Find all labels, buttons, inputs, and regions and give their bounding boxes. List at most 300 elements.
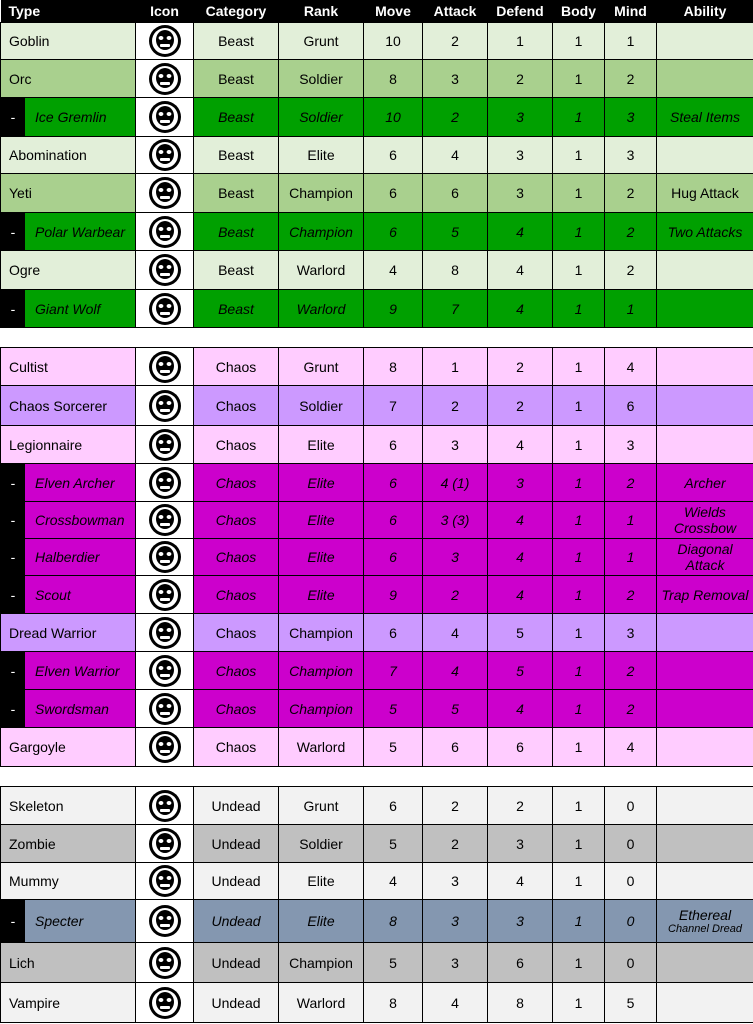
cell-defend: 2 <box>488 386 553 426</box>
cell-mind: 3 <box>605 614 657 652</box>
cell-ability <box>657 787 753 825</box>
crossbow-icon <box>136 502 193 538</box>
cell-defend: 3 <box>488 464 553 502</box>
cell-category: Beast <box>194 213 279 251</box>
cell-category: Chaos <box>194 426 279 464</box>
cell-attack: 3 <box>423 539 488 576</box>
type-label: Giant Wolf <box>35 300 101 317</box>
archer-icon <box>136 465 193 501</box>
specter-icon <box>136 903 193 939</box>
cell-mind: 3 <box>605 426 657 464</box>
cell-body: 1 <box>553 983 605 1023</box>
gargoyle-head-icon <box>136 729 193 765</box>
vampire-head-icon <box>136 985 193 1021</box>
cell-icon <box>136 983 194 1023</box>
type-label: Lich <box>9 954 35 971</box>
cell-attack: 4 <box>423 652 488 690</box>
cell-defend: 4 <box>488 690 553 728</box>
cell-attack: 3 <box>423 426 488 464</box>
cell-attack: 4 (1) <box>423 464 488 502</box>
cell-ability <box>657 174 753 213</box>
cell-defend: 4 <box>488 213 553 251</box>
table-row <box>1 502 753 539</box>
table-row <box>1 863 753 900</box>
cell-attack: 2 <box>423 787 488 825</box>
type-label: Dread Warrior <box>9 624 97 641</box>
sword-icon <box>136 691 193 727</box>
cell-attack: 2 <box>423 23 488 60</box>
orc-head-icon <box>136 61 193 97</box>
cell-rank: Champion <box>279 614 364 652</box>
ability-label: Diagonal Attack <box>677 541 733 573</box>
cell-type <box>1 652 136 690</box>
cell-type <box>1 690 136 728</box>
variant-marker: - <box>1 652 25 689</box>
cell-icon <box>136 426 194 464</box>
cell-ability <box>657 464 753 502</box>
cell-defend: 8 <box>488 983 553 1023</box>
cell-icon <box>136 60 194 98</box>
cell-category: Beast <box>194 98 279 137</box>
table-row <box>1 251 753 290</box>
header-body: Body <box>553 0 605 23</box>
cell-attack: 5 <box>423 213 488 251</box>
cell-body: 1 <box>553 728 605 767</box>
cell-icon <box>136 863 194 900</box>
cell-rank: Grunt <box>279 23 364 60</box>
cell-category: Undead <box>194 983 279 1023</box>
cell-body: 1 <box>553 900 605 943</box>
cell-mind: 2 <box>605 690 657 728</box>
cell-icon <box>136 690 194 728</box>
table-row <box>1 290 753 328</box>
cell-body: 1 <box>553 863 605 900</box>
gremlin-head-icon <box>136 99 193 135</box>
variant-marker: - <box>1 576 25 613</box>
cell-category: Chaos <box>194 348 279 386</box>
cell-defend: 4 <box>488 290 553 328</box>
type-label: Orc <box>9 70 32 87</box>
cell-move: 6 <box>364 614 423 652</box>
header-mind: Mind <box>605 0 657 23</box>
cell-move: 10 <box>364 23 423 60</box>
cell-mind: 1 <box>605 290 657 328</box>
table-row <box>1 728 753 767</box>
ability-label: Hug Attack <box>671 185 739 201</box>
cell-body: 1 <box>553 652 605 690</box>
table-body <box>1 23 753 1023</box>
bear-head-icon <box>136 214 193 250</box>
cell-defend: 4 <box>488 576 553 614</box>
cell-rank: Soldier <box>279 825 364 863</box>
table-row <box>1 386 753 426</box>
cell-category: Undead <box>194 943 279 983</box>
dread-warrior-icon <box>136 615 193 651</box>
cell-rank: Champion <box>279 652 364 690</box>
variant-marker: - <box>1 213 25 250</box>
cell-icon <box>136 464 194 502</box>
cell-rank: Grunt <box>279 348 364 386</box>
type-label: Abomination <box>9 147 87 163</box>
cell-attack: 1 <box>423 348 488 386</box>
cell-category: Chaos <box>194 576 279 614</box>
cell-type <box>1 943 136 983</box>
ability-label: Archer <box>684 474 726 491</box>
cell-type <box>1 464 136 502</box>
cell-move: 6 <box>364 539 423 576</box>
cell-ability <box>657 576 753 614</box>
ogre-head-icon <box>136 252 193 288</box>
cell-body: 1 <box>553 98 605 137</box>
cell-defend: 3 <box>488 98 553 137</box>
cell-icon <box>136 213 194 251</box>
cell-category: Beast <box>194 251 279 290</box>
cell-ability <box>657 728 753 767</box>
cell-type <box>1 386 136 426</box>
type-label: Yeti <box>9 185 32 201</box>
cell-rank: Champion <box>279 943 364 983</box>
group-separator <box>1 328 753 348</box>
header-attack: Attack <box>423 0 488 23</box>
cell-attack: 2 <box>423 825 488 863</box>
cell-body: 1 <box>553 576 605 614</box>
cell-move: 6 <box>364 426 423 464</box>
cell-type <box>1 251 136 290</box>
cell-move: 6 <box>364 464 423 502</box>
cell-rank: Warlord <box>279 983 364 1023</box>
cell-body: 1 <box>553 614 605 652</box>
cell-attack: 8 <box>423 251 488 290</box>
cell-icon <box>136 174 194 213</box>
variant-marker: - <box>1 539 25 575</box>
cell-body: 1 <box>553 825 605 863</box>
yeti-head-icon <box>136 175 193 211</box>
cell-move: 6 <box>364 174 423 213</box>
table-row <box>1 426 753 464</box>
cell-icon <box>136 652 194 690</box>
cell-attack: 2 <box>423 386 488 426</box>
cell-body: 1 <box>553 60 605 98</box>
variant-marker: - <box>1 98 25 136</box>
table-row <box>1 213 753 251</box>
cell-category: Chaos <box>194 652 279 690</box>
cell-icon <box>136 728 194 767</box>
cell-icon <box>136 290 194 328</box>
cell-rank: Champion <box>279 690 364 728</box>
cell-ability <box>657 251 753 290</box>
cell-mind: 3 <box>605 137 657 174</box>
table-row <box>1 60 753 98</box>
type-label: Chaos Sorcerer <box>9 397 108 414</box>
cell-move: 8 <box>364 900 423 943</box>
cell-icon <box>136 539 194 576</box>
cell-body: 1 <box>553 348 605 386</box>
cell-category: Chaos <box>194 690 279 728</box>
halberd-icon <box>136 539 193 575</box>
cell-type <box>1 426 136 464</box>
cell-icon <box>136 98 194 137</box>
type-label: Elven Warrior <box>35 662 120 679</box>
cell-type <box>1 348 136 386</box>
cell-mind: 4 <box>605 348 657 386</box>
type-label: Polar Warbear <box>35 223 126 240</box>
table-row <box>1 825 753 863</box>
cell-type <box>1 539 136 576</box>
type-label: Halberdier <box>35 549 100 565</box>
type-label: Mummy <box>9 873 59 889</box>
cell-body: 1 <box>553 502 605 539</box>
cell-category: Chaos <box>194 464 279 502</box>
cell-category: Undead <box>194 900 279 943</box>
cell-type <box>1 290 136 328</box>
type-label: Gargoyle <box>9 739 66 755</box>
cell-move: 8 <box>364 983 423 1023</box>
helmet-icon <box>136 427 193 463</box>
type-label: Zombie <box>9 835 56 852</box>
cell-move: 9 <box>364 576 423 614</box>
cell-attack: 6 <box>423 728 488 767</box>
cell-ability <box>657 539 753 576</box>
cell-rank: Warlord <box>279 728 364 767</box>
type-label: Swordsman <box>35 700 109 717</box>
cell-category: Beast <box>194 174 279 213</box>
cell-mind: 2 <box>605 213 657 251</box>
table-row <box>1 348 753 386</box>
cell-type <box>1 787 136 825</box>
cell-defend: 6 <box>488 943 553 983</box>
cell-rank: Elite <box>279 502 364 539</box>
header-row <box>1 0 753 23</box>
cell-type <box>1 863 136 900</box>
abomination-head-icon <box>136 137 193 173</box>
type-label: Skeleton <box>9 797 64 814</box>
variant-marker: - <box>1 690 25 727</box>
cell-type <box>1 728 136 767</box>
sorcerer-head-icon <box>136 388 193 424</box>
type-label: Scout <box>35 586 71 603</box>
table-row <box>1 576 753 614</box>
mummy-head-icon <box>136 863 193 899</box>
cell-body: 1 <box>553 23 605 60</box>
cell-mind: 0 <box>605 787 657 825</box>
cell-rank: Soldier <box>279 60 364 98</box>
scout-icon <box>136 577 193 613</box>
cell-ability <box>657 983 753 1023</box>
cell-body: 1 <box>553 174 605 213</box>
cell-category: Chaos <box>194 502 279 539</box>
cell-ability <box>657 943 753 983</box>
table-row <box>1 690 753 728</box>
group-separator <box>1 767 753 787</box>
cell-attack: 3 <box>423 863 488 900</box>
table-row <box>1 174 753 213</box>
cell-category: Chaos <box>194 614 279 652</box>
cell-ability <box>657 652 753 690</box>
cell-move: 4 <box>364 251 423 290</box>
cell-body: 1 <box>553 943 605 983</box>
cell-category: Beast <box>194 60 279 98</box>
cell-mind: 2 <box>605 576 657 614</box>
cell-ability <box>657 900 753 943</box>
cell-mind: 2 <box>605 251 657 290</box>
cell-move: 6 <box>364 502 423 539</box>
cell-body: 1 <box>553 690 605 728</box>
cell-rank: Champion <box>279 174 364 213</box>
cell-icon <box>136 251 194 290</box>
lich-head-icon <box>136 945 193 981</box>
header-ability: Ability <box>657 0 753 23</box>
table-row <box>1 900 753 943</box>
header-category: Category <box>194 0 279 23</box>
cell-attack: 4 <box>423 137 488 174</box>
cell-attack: 2 <box>423 98 488 137</box>
cell-icon <box>136 943 194 983</box>
cell-icon <box>136 576 194 614</box>
cell-mind: 0 <box>605 825 657 863</box>
cell-ability <box>657 825 753 863</box>
cell-move: 4 <box>364 863 423 900</box>
cell-move: 7 <box>364 386 423 426</box>
type-label: Vampire <box>9 994 61 1011</box>
cell-mind: 2 <box>605 464 657 502</box>
cell-mind: 2 <box>605 60 657 98</box>
cell-mind: 6 <box>605 386 657 426</box>
table-row <box>1 98 753 137</box>
cell-ability <box>657 290 753 328</box>
table-row <box>1 652 753 690</box>
cell-defend: 5 <box>488 652 553 690</box>
cell-attack: 7 <box>423 290 488 328</box>
cell-type <box>1 614 136 652</box>
cell-mind: 4 <box>605 728 657 767</box>
cell-type <box>1 60 136 98</box>
type-label: Goblin <box>9 33 50 49</box>
cell-category: Beast <box>194 290 279 328</box>
cell-defend: 4 <box>488 426 553 464</box>
cell-attack: 3 (3) <box>423 502 488 539</box>
cell-defend: 3 <box>488 174 553 213</box>
cell-rank: Elite <box>279 900 364 943</box>
cell-icon <box>136 825 194 863</box>
cell-category: Undead <box>194 787 279 825</box>
cell-type <box>1 983 136 1023</box>
table-row <box>1 983 753 1023</box>
cell-ability <box>657 213 753 251</box>
cell-rank: Soldier <box>279 98 364 137</box>
variant-marker: - <box>1 502 25 538</box>
ability-note: Channel Dread <box>668 923 742 935</box>
cell-defend: 5 <box>488 614 553 652</box>
cell-body: 1 <box>553 426 605 464</box>
cell-icon <box>136 386 194 426</box>
type-label: Elven Archer <box>35 474 115 491</box>
type-label: Ice Gremlin <box>35 109 107 125</box>
separator-cell <box>1 767 753 787</box>
table-row <box>1 464 753 502</box>
table-row <box>1 137 753 174</box>
cell-rank: Soldier <box>279 386 364 426</box>
ability-label: Steal Items <box>669 109 741 125</box>
cell-defend: 3 <box>488 137 553 174</box>
cell-body: 1 <box>553 787 605 825</box>
table-row <box>1 614 753 652</box>
cell-ability <box>657 502 753 539</box>
cell-icon <box>136 787 194 825</box>
cell-rank: Grunt <box>279 787 364 825</box>
cell-icon <box>136 900 194 943</box>
cell-category: Beast <box>194 23 279 60</box>
type-label: Crossbowman <box>35 512 125 528</box>
cell-type <box>1 98 136 137</box>
cell-move: 5 <box>364 728 423 767</box>
ability-label: Trap Removal <box>661 586 749 603</box>
cell-body: 1 <box>553 464 605 502</box>
cell-ability <box>657 98 753 137</box>
cell-move: 10 <box>364 98 423 137</box>
variant-marker: - <box>1 900 25 942</box>
table-row <box>1 943 753 983</box>
cell-ability <box>657 614 753 652</box>
cell-ability <box>657 863 753 900</box>
cell-type <box>1 900 136 943</box>
cell-move: 9 <box>364 290 423 328</box>
header-move: Move <box>364 0 423 23</box>
cell-rank: Elite <box>279 539 364 576</box>
table-row <box>1 787 753 825</box>
cell-icon <box>136 502 194 539</box>
cell-body: 1 <box>553 539 605 576</box>
cell-icon <box>136 23 194 60</box>
cell-attack: 3 <box>423 900 488 943</box>
cell-defend: 4 <box>488 502 553 539</box>
ability-label: Wields Crossbow <box>673 504 737 536</box>
separator-cell <box>1 328 753 348</box>
cell-ability <box>657 690 753 728</box>
cell-ability <box>657 60 753 98</box>
type-label: Legionnaire <box>9 436 83 453</box>
cell-defend: 2 <box>488 348 553 386</box>
cell-category: Chaos <box>194 728 279 767</box>
cell-rank: Elite <box>279 426 364 464</box>
cell-mind: 3 <box>605 98 657 137</box>
ability-label: Two Attacks <box>667 223 743 240</box>
wolf-head-icon <box>136 291 193 327</box>
table-row <box>1 23 753 60</box>
cell-defend: 4 <box>488 863 553 900</box>
cell-move: 5 <box>364 943 423 983</box>
cell-type <box>1 576 136 614</box>
type-label: Ogre <box>9 262 41 278</box>
cell-mind: 0 <box>605 863 657 900</box>
cell-attack: 2 <box>423 576 488 614</box>
cell-mind: 5 <box>605 983 657 1023</box>
cell-move: 8 <box>364 348 423 386</box>
cell-ability <box>657 137 753 174</box>
cell-category: Chaos <box>194 386 279 426</box>
cell-defend: 4 <box>488 251 553 290</box>
hooded-cultist-icon <box>136 349 193 385</box>
cell-ability <box>657 386 753 426</box>
cell-defend: 4 <box>488 539 553 576</box>
cell-move: 6 <box>364 787 423 825</box>
cell-body: 1 <box>553 386 605 426</box>
cell-body: 1 <box>553 137 605 174</box>
cell-attack: 5 <box>423 690 488 728</box>
cell-defend: 3 <box>488 825 553 863</box>
cell-move: 6 <box>364 137 423 174</box>
type-label: Cultist <box>9 358 48 375</box>
cell-defend: 2 <box>488 60 553 98</box>
